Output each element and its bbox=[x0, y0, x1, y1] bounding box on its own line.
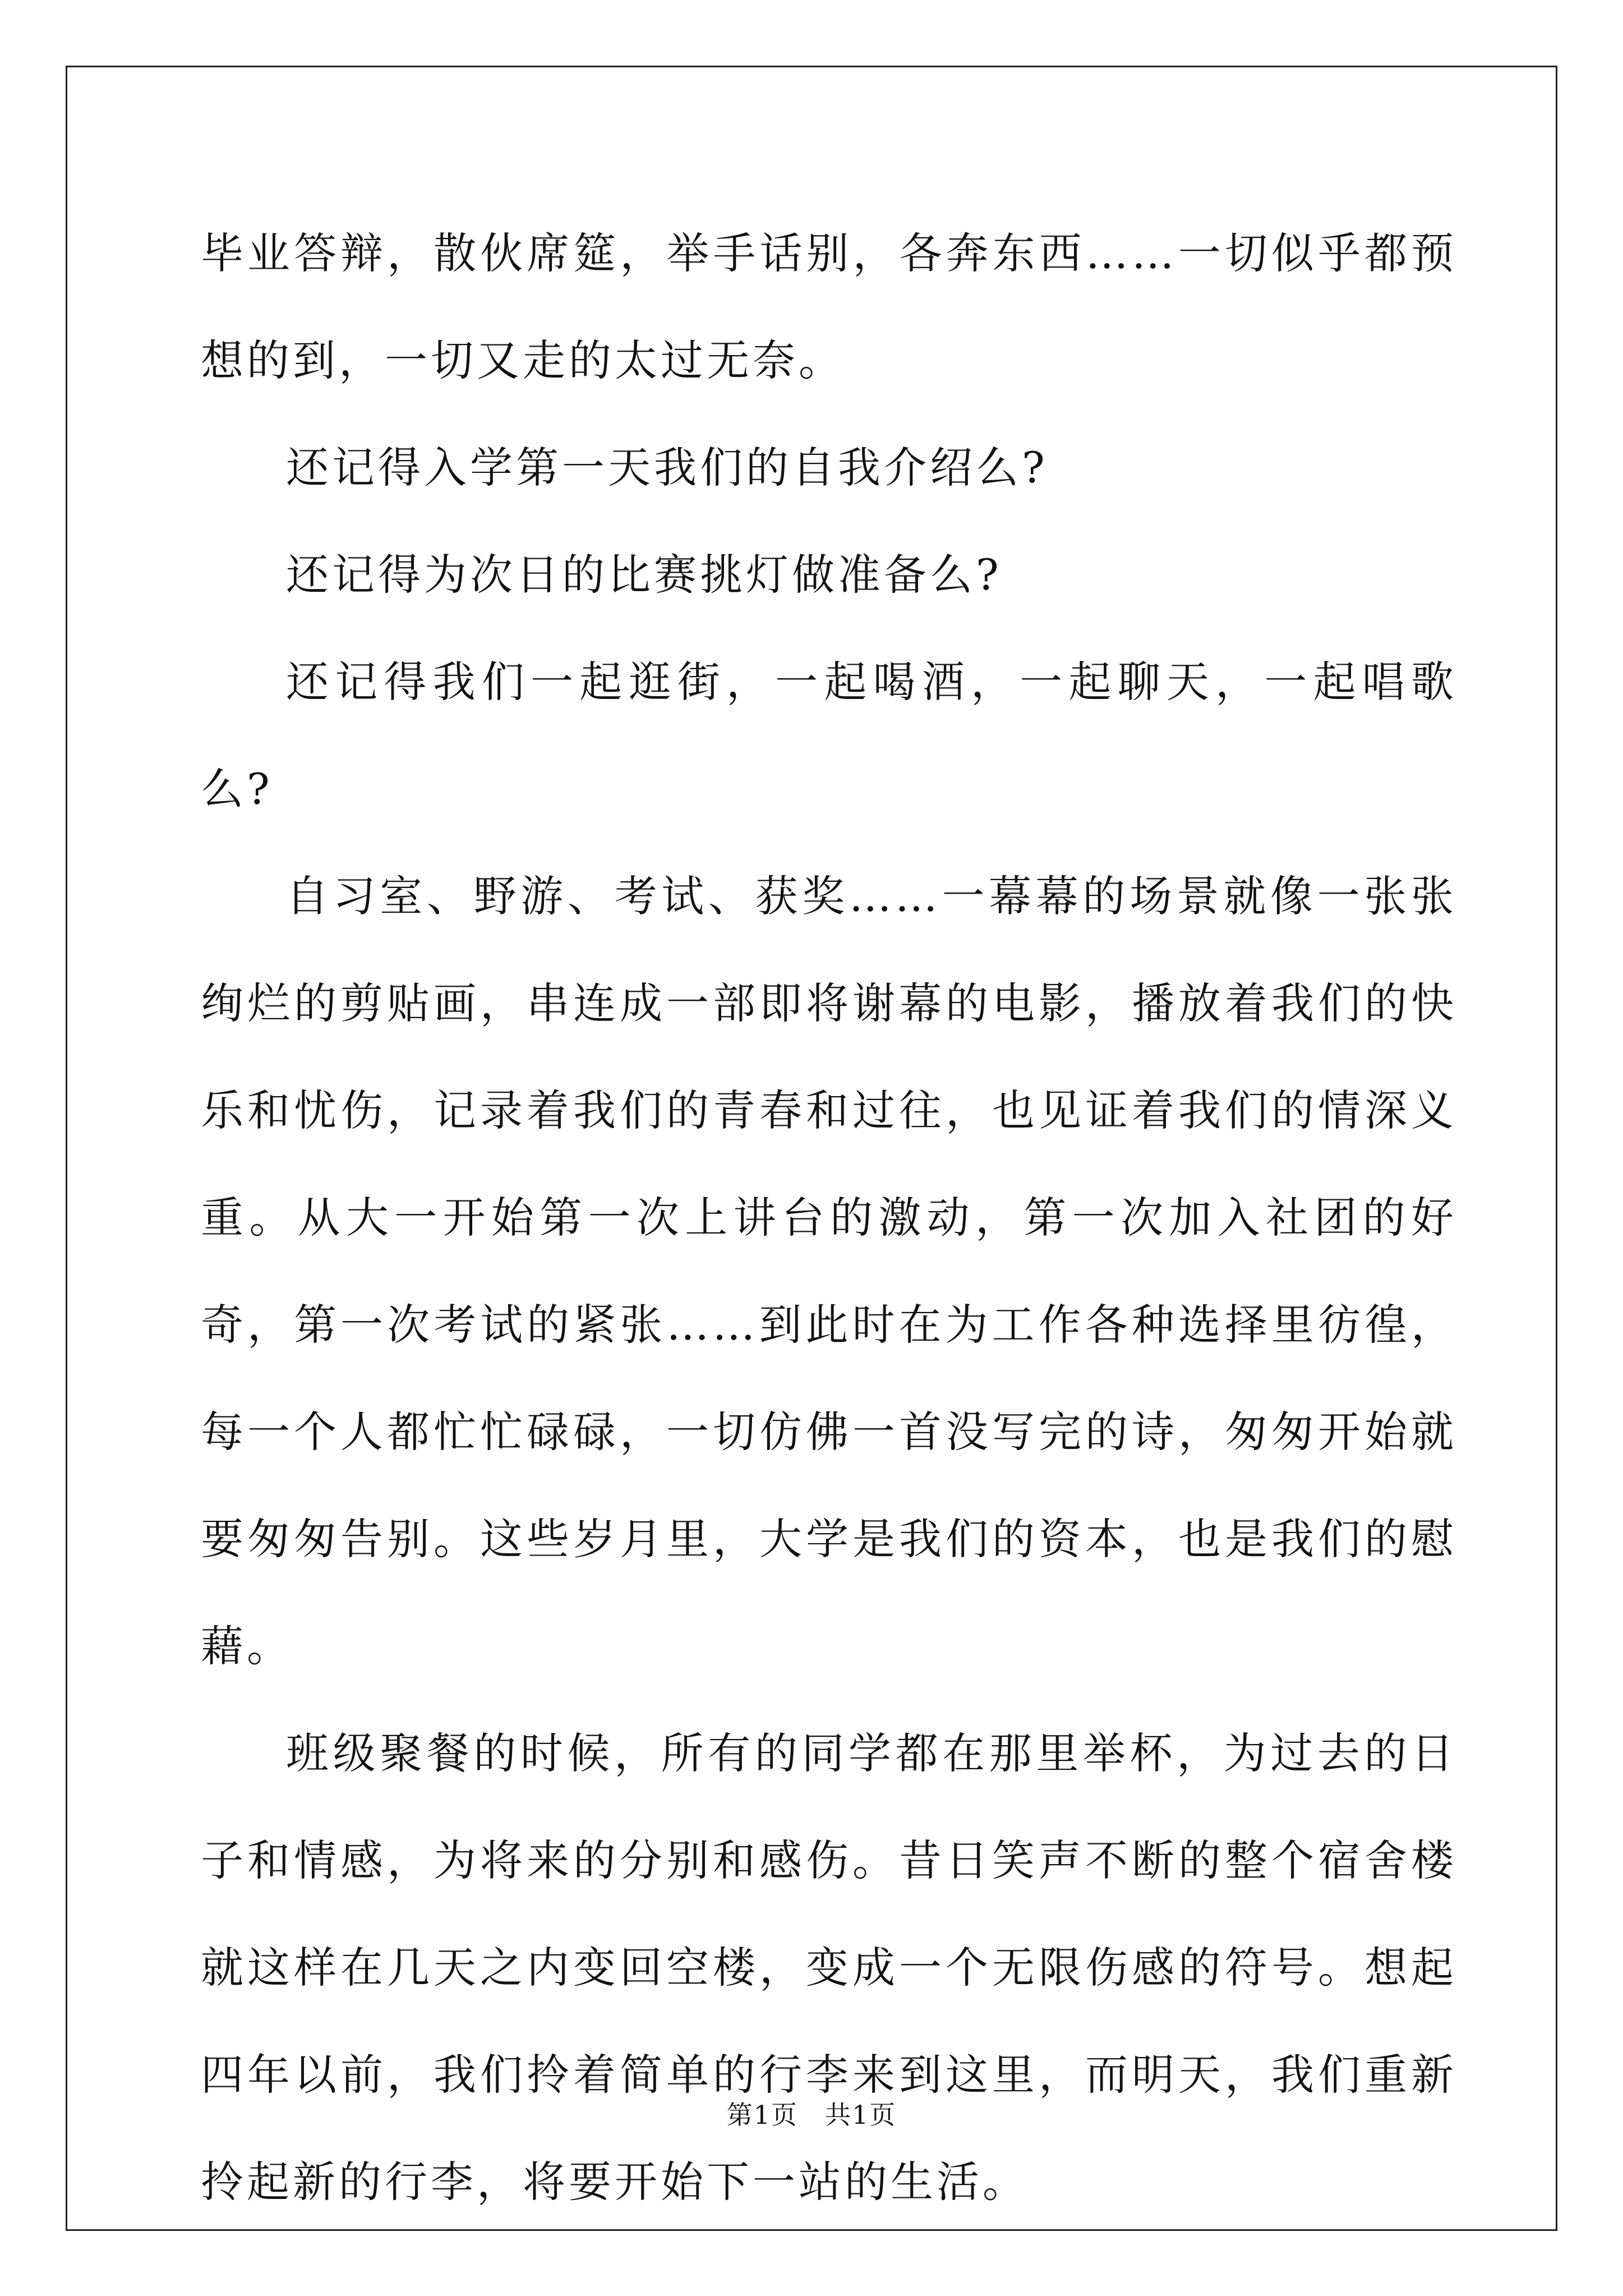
page-number-footer: 第1页 共1页 bbox=[726, 2100, 897, 2130]
document-body bbox=[201, 200, 1457, 2235]
paragraph-3: 还记得为次日的比赛挑灯做准备么? bbox=[286, 550, 1002, 600]
paragraph-1: 毕业答辩，散伙席筵，举手话别，各奔东西……一切似乎都预想的到，一切又走的太过无奈。 bbox=[201, 228, 1457, 385]
paragraph-2: 还记得入学第一天我们的自我介绍么? bbox=[286, 443, 1048, 493]
paragraph-4: 还记得我们一起逛街，一起喝酒，一起聊天，一起唱歌么? bbox=[201, 657, 1457, 814]
paragraph-5: 自习室、野游、考试、获奖……一幕幕的场景就像一张张绚烂的剪贴画，串连成一部即将谢幕的电影，播放着我们的快乐和忧伤，记录着我们的青春和过往，也见证着我们的情深义重。从大一开始第一次上讲台的激动，第一次加入社团的好奇，第一次考试的紧张……到此时在为工作各种选择里彷徨，每一个人都忙忙碌碌，一切仿佛一首没写完的诗，匆匆开始就要匆匆告别。这些岁月里，大学是我们的资本，也是我们的慰藉。 bbox=[201, 871, 1457, 1671]
paragraph-6: 班级聚餐的时候，所有的同学都在那里举杯，为过去的日子和情感，为将来的分别和感伤。昔日笑声不断的整个宿舍楼就这样在几天之内变回空楼，变成一个无限伤感的符号。想起四年以前，我们拎着简单的行李来到这里，而明天，我们重新拎起新的行李，将要开始下一站的生活。 bbox=[201, 1728, 1457, 2207]
